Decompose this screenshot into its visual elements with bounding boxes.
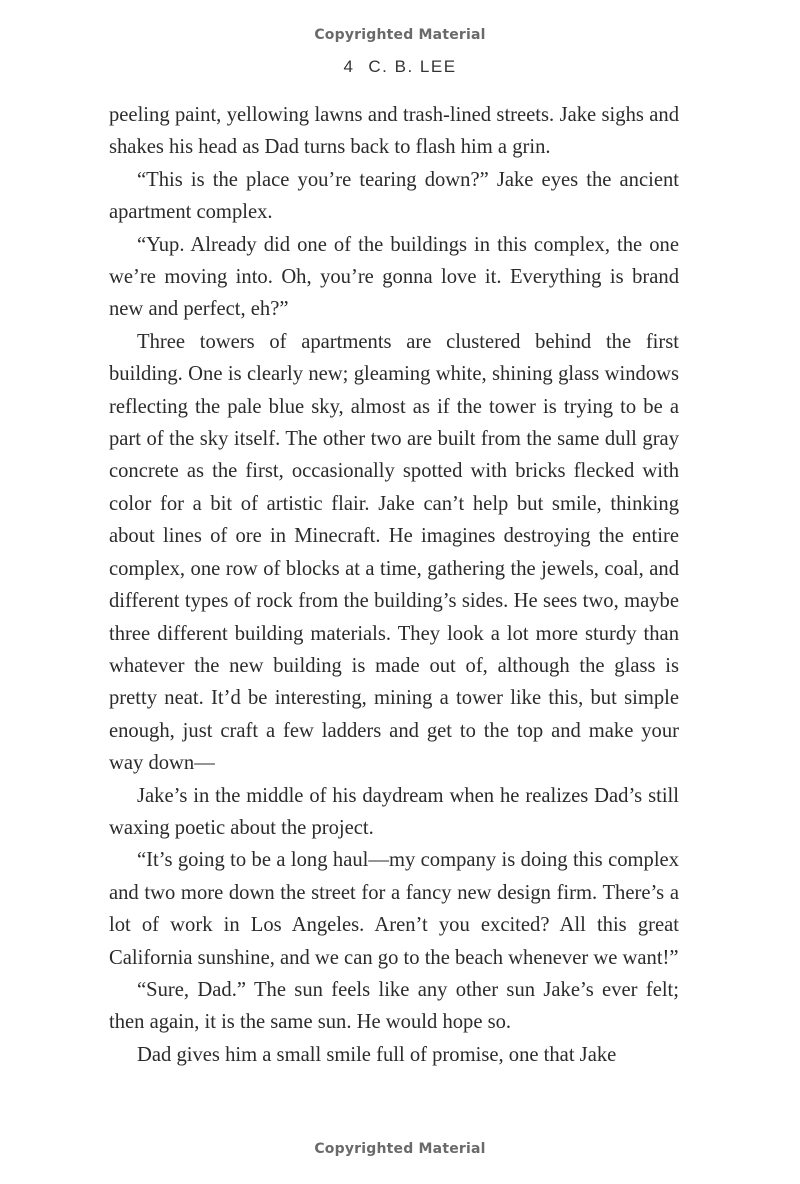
paragraph: Three towers of apartments are clustered behind the first building. One is clearly new; gleaming white, shining glass windows reflecting the pale blue sky, almost as if the tower is trying to be a part of the sky itself. The other two are built from the same dull gray concrete as the first, occasionally spotted with bricks flecked with color for a bit of artistic flair. Jake can’t help but smile, thinking about lines of ore in Minecraft. He imagines destroying the entire complex, one row of blocks at a time, gathering the jewels, coal, and different types of rock from the building’s sides. He sees two, maybe three different building materials. They look a lot more sturdy than whatever the new building is made out of, although the glass is pretty neat. It’d be interesting, mining a tower like this, but simple enough, just craft a few ladders and get to the top and make your way down— — [109, 330, 679, 775]
copyright-footer: Copyrighted Material — [314, 1141, 486, 1157]
page-body — [109, 99, 679, 1071]
running-head — [0, 57, 800, 77]
paragraph: peeling paint, yellowing lawns and trash-lined streets. Jake sighs and shakes his head as Dad turns back to flash him a grin. — [109, 104, 679, 159]
paragraph: “Sure, Dad.” The sun feels like any other sun Jake’s ever felt; then again, it is the same sun. He would hope so. — [109, 978, 679, 1034]
paragraph: Dad gives him a small smile full of promise, one that Jake — [137, 1043, 617, 1066]
paragraph: “It’s going to be a long haul—my company is doing this complex and two more down the street for a fancy new design firm. There’s a lot of work in Los Angeles. Aren’t you excited? All this great California sunshine, and we can go to the beach whenever we want!” — [109, 849, 679, 969]
paragraph: “Yup. Already did one of the buildings in this complex, the one we’re moving into. Oh, you’re gonna love it. Everything is brand new and perfect, eh?” — [109, 233, 679, 321]
paragraph: Jake’s in the middle of his daydream when he realizes Dad’s still waxing poetic about the project. — [109, 784, 679, 839]
author-name: C. B. LEE — [368, 57, 457, 76]
paragraph: “This is the place you’re tearing down?” Jake eyes the ancient apartment complex. — [109, 168, 679, 224]
page-number: 4 — [343, 57, 355, 76]
copyright-header: Copyrighted Material — [314, 27, 486, 43]
